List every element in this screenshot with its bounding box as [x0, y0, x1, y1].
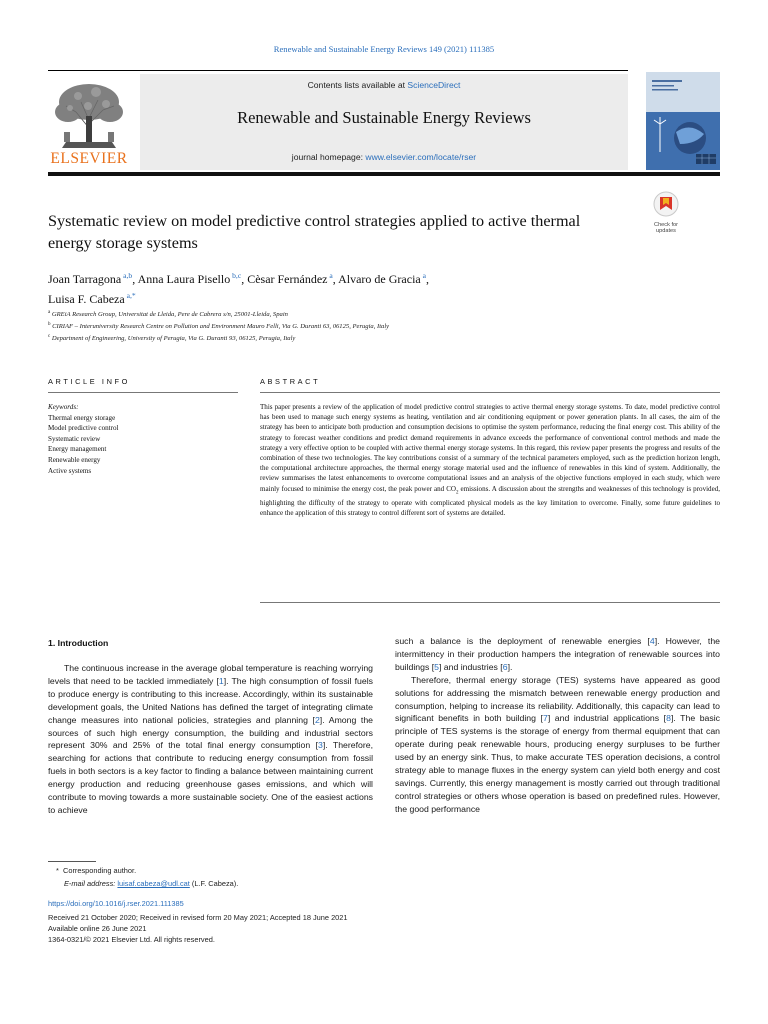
paragraph [395, 636, 720, 672]
keyword-item: Model predictive control [48, 424, 119, 433]
article-info-heading: ARTICLE INFO [48, 377, 130, 386]
footnote-rule [48, 861, 96, 862]
paragraph-text: ] and industrial applications [ [547, 713, 667, 724]
paragraph-text: ]. Among the sources of such high energy consumption, the building and industrial sectors represent 30% and 25% of the total final energy consumption [ [48, 714, 374, 751]
affiliation-mark: b [48, 322, 51, 327]
issn-copyright: 1364-0321/© 2021 Elsevier Ltd. All rights reserved. [48, 935, 215, 944]
available-online-date: Available online 26 June 2021 [48, 924, 147, 933]
check-for-updates-badge[interactable] [648, 191, 684, 234]
contents-line [140, 80, 628, 90]
author-list [48, 268, 668, 307]
homepage-prefix: journal homepage: [291, 152, 366, 162]
intro-left-column [48, 662, 373, 817]
author-affiliation-marks[interactable]: a,b [121, 271, 133, 280]
doi-link[interactable]: https://doi.org/10.1016/j.rser.2021.111385 [48, 899, 184, 908]
reference-link[interactable]: 2 [314, 714, 320, 725]
affiliation-text: Department of Engineering, University of Perugia, Via G. Duranti 93, 06125, Perugia, Italy [51, 335, 296, 343]
abstract-text-part2: emissions. A discussion about the strengths and weaknesses of this technology is provided, highlighting the difficulty of the strategy to operate with complicated physical models as the key limitation to overcome. Finally, some future guidelines to enhance the application of this strategy to control different sort of systems are detailed. [260, 484, 720, 518]
abstract-rule [260, 392, 720, 393]
corresponding-author-note [56, 866, 136, 875]
keyword-item: Active systems [48, 466, 92, 475]
paragraph-text: Therefore, thermal energy storage (TES) systems have appeared as good solutions for addressing the mismatch between renewable energy production and consumption, helping to increase its reliability. Additionally, this capacity can lead to significant benefits in both building [ [395, 674, 720, 724]
corresponding-text: Corresponding author. [63, 866, 137, 875]
paragraph-text: ] and industries [ [438, 661, 503, 672]
journal-homepage-link[interactable]: www.elsevier.com/locate/rser [365, 152, 477, 162]
reference-link[interactable]: 8 [666, 713, 671, 724]
intro-right-column [395, 635, 720, 816]
article-title: Systematic review on model predictive control strategies applied to active thermal energy storage systems [48, 212, 581, 252]
contents-prefix: Contents lists available at [307, 80, 408, 90]
section-heading-introduction: 1. Introduction [48, 638, 109, 648]
abstract-text-part1: This paper presents a review of the application of model predictive control strategies to active thermal energy storage systems. To date, model predictive control has been used to manage such energy systems as heating, ventilation and air conditioning equipment or power generation plants. In all cases, the aim of the strategy has been to anticipate both production and consumption decisions to optimise the system performance, reducing the final energy cost. This ability of the strategy to forecast weather conditions and predict demand requirements in advance exceeds the performance of conventional control methods and made the strategy a very effective option to be coupled with active thermal energy storage systems. In this regard, this review paper presents the progress and results of the combination of these two technologies. The key contributions consist of a summary of the technical parameters employed, such as the prediction horizon length, the computational architecture approaches, the thermal energy storage material used and the influence of renewables in this kind of system. Additionally, the review summarises the latest enhancements to overcome computational issues and an analysis of the objective functions employed in each study, which were mainly focused to minimise the energy cost, the peak power and CO [260, 403, 720, 493]
author-separator: , [132, 272, 138, 286]
keyword-item: Systematic review [48, 434, 101, 443]
elsevier-wordmark: ELSEVIER [50, 150, 128, 167]
author-affiliation-marks[interactable]: b,c [230, 271, 242, 280]
email-note [64, 879, 238, 888]
paragraph-text: ]. However, the intermittency in their production hampers the integration of renewable sources into buildings [ [395, 636, 721, 672]
paragraph-text: ]. [507, 661, 513, 672]
paragraph [48, 663, 373, 815]
header-rule [48, 70, 628, 71]
email-label: E-mail address: [64, 879, 118, 888]
email-link[interactable]: luisaf.cabeza@udl.cat [117, 879, 190, 888]
check-updates-line2: updates [656, 228, 676, 234]
paragraph-text: The continuous increase in the average global temperature is reaching worrying levels that need to be tackled immediately [ [48, 663, 373, 686]
keywords-label: Keywords: [48, 403, 79, 411]
author-affiliation-marks[interactable]: a [327, 271, 333, 280]
author-name: Joan Tarragona [48, 272, 122, 286]
affiliation-mark: c [48, 334, 51, 339]
keyword-item: Thermal energy storage [48, 413, 116, 422]
homepage-line [140, 152, 628, 162]
abstract-bottom-rule [260, 602, 720, 603]
affiliation-text: CIRIAF – Interuniversity Research Centre on Pollution and Environment Mauro Felli, Via G. Duranti 63, 06125, Perugia, Italy [52, 323, 390, 331]
affiliation-b [48, 322, 708, 330]
reference-link[interactable]: 6 [502, 661, 508, 672]
author-affiliation-marks[interactable]: a [420, 271, 427, 280]
journal-cover-image[interactable] [646, 72, 720, 170]
author-affiliation-marks[interactable]: a,* [124, 290, 136, 300]
article-info-rule [48, 392, 238, 393]
affiliation-c [48, 334, 708, 342]
received-dates: Received 21 October 2020; Received in revised form 20 May 2021; Accepted 18 June 2021 [48, 913, 348, 922]
paragraph-text: ]. Therefore, searching for actions that contribute to reducing energy consumption from fossil fuels in both sectors is a key factor to finding a balance between maintaining current energy production and reducing greenhouse gases emissions, and which will contribute to moving towards a more sustainable society. One of the easiest actions to achieve [48, 740, 373, 815]
author-name: Anna Laura Pisello [137, 272, 231, 286]
keywords-block [48, 402, 238, 476]
abstract-text [260, 402, 720, 519]
author-name: Cèsar Fernández [247, 272, 328, 286]
reference-link[interactable]: 1 [218, 675, 224, 686]
reference-link[interactable]: 5 [434, 661, 439, 672]
paragraph-text: such a balance is the deployment of renewable energies [ [395, 636, 650, 646]
author-name: Alvaro de Gracia [338, 272, 421, 286]
reference-link[interactable]: 7 [542, 713, 548, 724]
affiliation-mark: a [48, 310, 51, 315]
author-separator: , [426, 272, 430, 286]
paragraph [395, 674, 720, 816]
keyword-item: Renewable energy [48, 455, 101, 464]
email-suffix: (L.F. Cabeza). [189, 879, 239, 888]
reference-link[interactable]: 3 [317, 740, 323, 751]
keyword-item: Energy management [48, 445, 107, 454]
journal-name: Renewable and Sustainable Energy Reviews [237, 108, 531, 127]
reference-link[interactable]: 4 [649, 636, 655, 646]
header-rule-thick [48, 172, 720, 176]
abstract-subscript: 2 [455, 490, 459, 496]
affiliation-text: GREiA Research Group, Universitat de Lleida, Pere de Cabrera s/n, 25001-Lleida, Spain [51, 311, 288, 319]
sciencedirect-link[interactable]: ScienceDirect [407, 80, 461, 90]
author-separator: , [241, 272, 248, 286]
journal-citation-link[interactable]: Renewable and Sustainable Energy Reviews 149 (2021) 111385 [273, 44, 495, 54]
corresponding-mark: * [56, 866, 59, 875]
paragraph-text: ]. The high consumption of fossil fuels to produce energy is contributing to this increase. Accordingly, within its sustainable development goals, the United Nations has defined the target of integrating climate change measures into national policies, strategies and planning [ [48, 675, 373, 725]
author-separator: , [332, 272, 339, 286]
affiliation-a [48, 310, 708, 318]
author-name: Luisa F. Cabeza [48, 291, 125, 306]
check-updates-icon [648, 191, 684, 217]
check-updates-line1: Check for [654, 222, 678, 228]
abstract-heading: ABSTRACT [260, 377, 321, 386]
paragraph-text: ]. The basic principle of TES systems is the storage of energy from thermal equipment that can operate during peak renewable hours, producing energy surpluses to be further used by an energy sink. Thus, to make accurate TES operation decisions, a control strategy able to manage fluxes in the energy system can yield both energy and cost savings. Currently, this energy management is mostly carried out through traditional control strategies or others whose operation is based on predefined rules. However, the good performance [395, 713, 721, 814]
